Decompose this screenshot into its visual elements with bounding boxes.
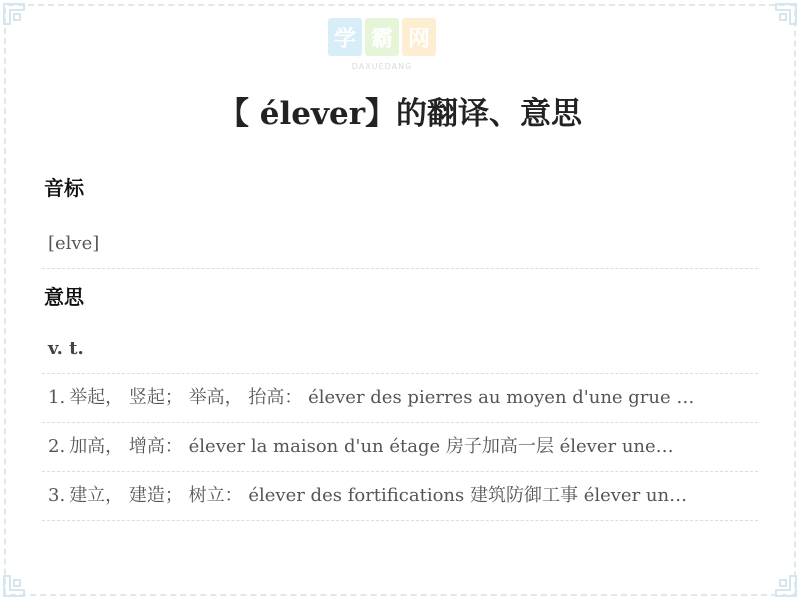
corner-ornament-icon [2, 564, 36, 598]
phonetic-value: [elve] [42, 220, 758, 269]
phonetic-heading: 音标 [44, 176, 84, 200]
sense-number: 2. [48, 436, 66, 457]
logo-char: 学 [328, 18, 362, 56]
sense-text: 建立， 建造； 树立： élever des fortifications 建筑防御工事 élever un… [69, 485, 688, 506]
sense-item[interactable] [42, 374, 758, 423]
logo-char: 霸 [365, 18, 399, 56]
logo-char: 网 [402, 18, 436, 56]
sense-item[interactable] [42, 423, 758, 472]
sense-item[interactable] [42, 472, 758, 521]
sense-number: 3. [48, 485, 66, 506]
corner-ornament-icon [2, 2, 36, 36]
site-logo [328, 18, 436, 78]
sense-number: 1. [48, 387, 66, 408]
sense-text: 举起， 竖起； 举高， 抬高： élever des pierres au moyen d'une grue … [69, 387, 695, 408]
entry-content [42, 168, 758, 521]
corner-ornament-icon [764, 2, 798, 36]
part-of-speech: v. t. [42, 325, 758, 374]
page-title: 【 élever】的翻译、意思 [217, 96, 583, 132]
logo-subtitle: DAXUEDANG [351, 62, 413, 71]
sense-text: 加高， 增高： élever la maison d'un étage 房子加高一层 élever une… [69, 436, 674, 457]
corner-ornament-icon [764, 564, 798, 598]
meaning-heading: 意思 [44, 285, 84, 309]
